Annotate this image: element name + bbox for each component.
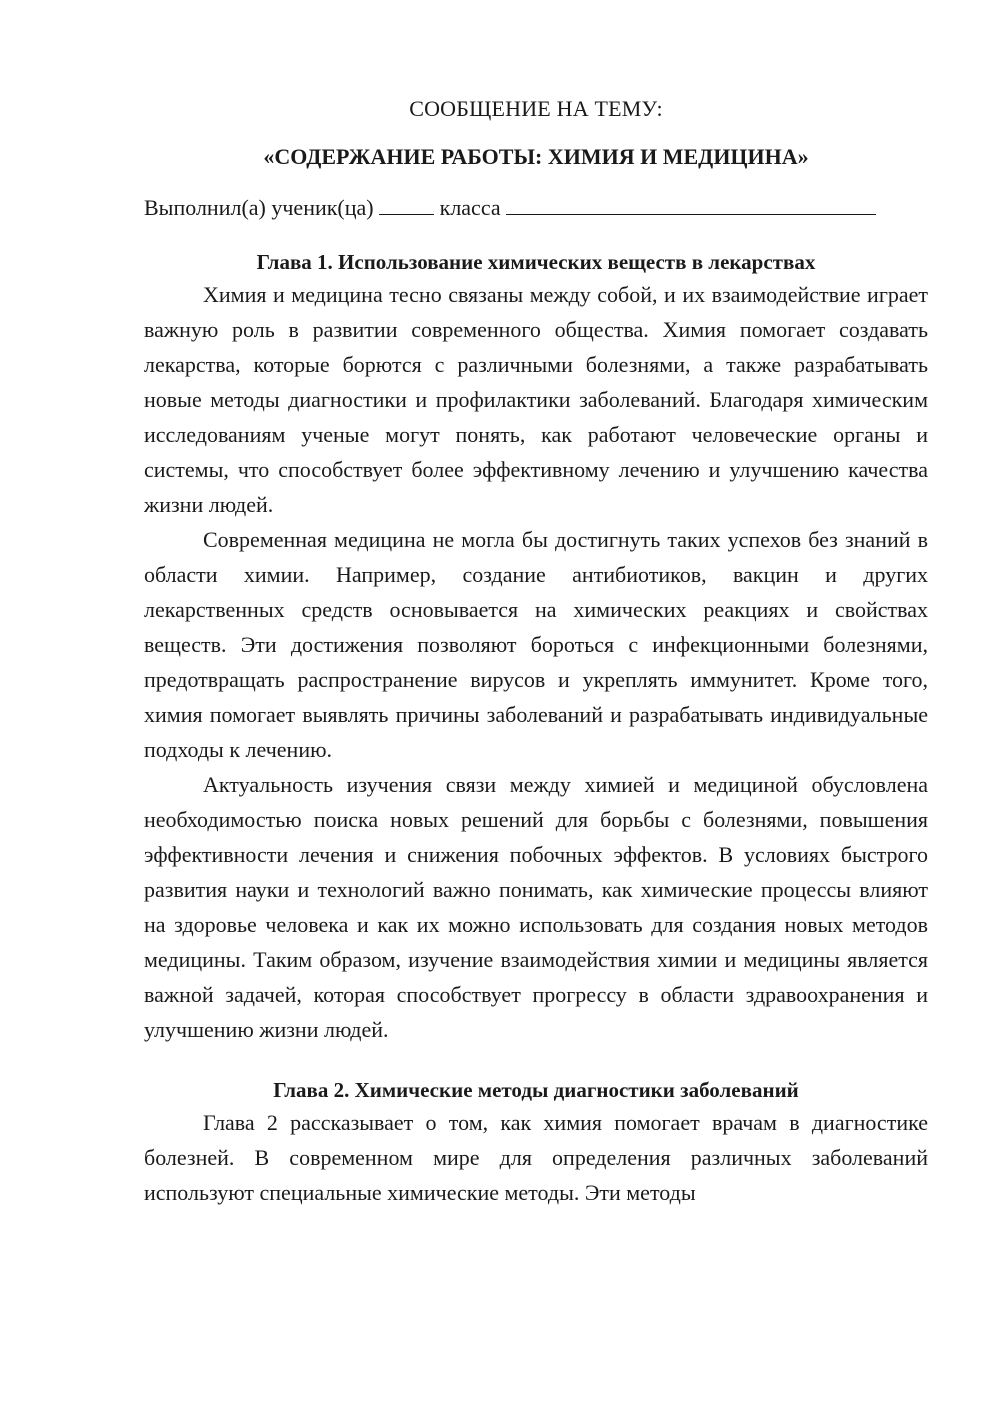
student-name-blank <box>379 194 434 215</box>
document-page <box>144 88 928 1210</box>
author-line <box>144 193 928 223</box>
class-label: класса <box>439 195 501 220</box>
author-prefix: Выполнил(а) ученик(ца) <box>144 195 374 220</box>
document-title-line-1: СООБЩЕНИЕ НА ТЕМУ: <box>409 96 663 121</box>
document-title-line-2: «СОДЕРЖАНИЕ РАБОТЫ: ХИМИЯ И МЕДИЦИНА» <box>263 144 809 169</box>
chapter-1-paragraph-3: Актуальность изучения связи между химией и медициной обусловлена необходимостью поиска новых решений для борьбы с болезнями, повышения эффективности лечения и снижения побочных эффектов. В условиях быстрого развития науки и технологий важно понимать, как химические процессы влияют на здоровье человека и как их можно использовать для создания новых методов медицины. Таким образом, изучение взаимодействия химии и медицины является важной задачей, которая способствует прогрессу в области здравоохранения и улучшению жизни людей. <box>144 772 928 1042</box>
chapter-1-paragraph-1: Химия и медицина тесно связаны между собой, и их взаимодействие играет важную роль в развитии современного общества. Химия помогает создавать лекарства, которые борются с различными болезнями, а также разрабатывать новые методы диагностики и профилактики заболеваний. Благодаря химическим исследованиям ученые могут понять, как работают человеческие органы и системы, что способствует более эффективному лечению и улучшению качества жизни людей. <box>144 282 928 517</box>
chapter-1-paragraph-2: Современная медицина не могла бы достигнуть таких успехов без знаний в области химии. Например, создание антибиотиков, вакцин и других лекарственных средств основывается на химических реакциях и свойствах веществ. Эти достижения позволяют бороться с инфекционными болезнями, предотвращать распространение вирусов и укреплять иммунитет. Кроме того, химия помогает выявлять причины заболеваний и разрабатывать индивидуальные подходы к лечению. <box>144 527 928 762</box>
chapter-2-paragraph-1: Глава 2 рассказывает о том, как химия помогает врачам в диагностике болезней. В современном мире для определения различных заболеваний используют специальные химические методы. Эти методы <box>144 1110 928 1205</box>
chapter-1-heading: Глава 1. Использование химических веществ в лекарствах <box>256 250 816 274</box>
chapter-2-heading: Глава 2. Химические методы диагностики заболеваний <box>273 1078 799 1102</box>
class-blank <box>506 194 876 215</box>
